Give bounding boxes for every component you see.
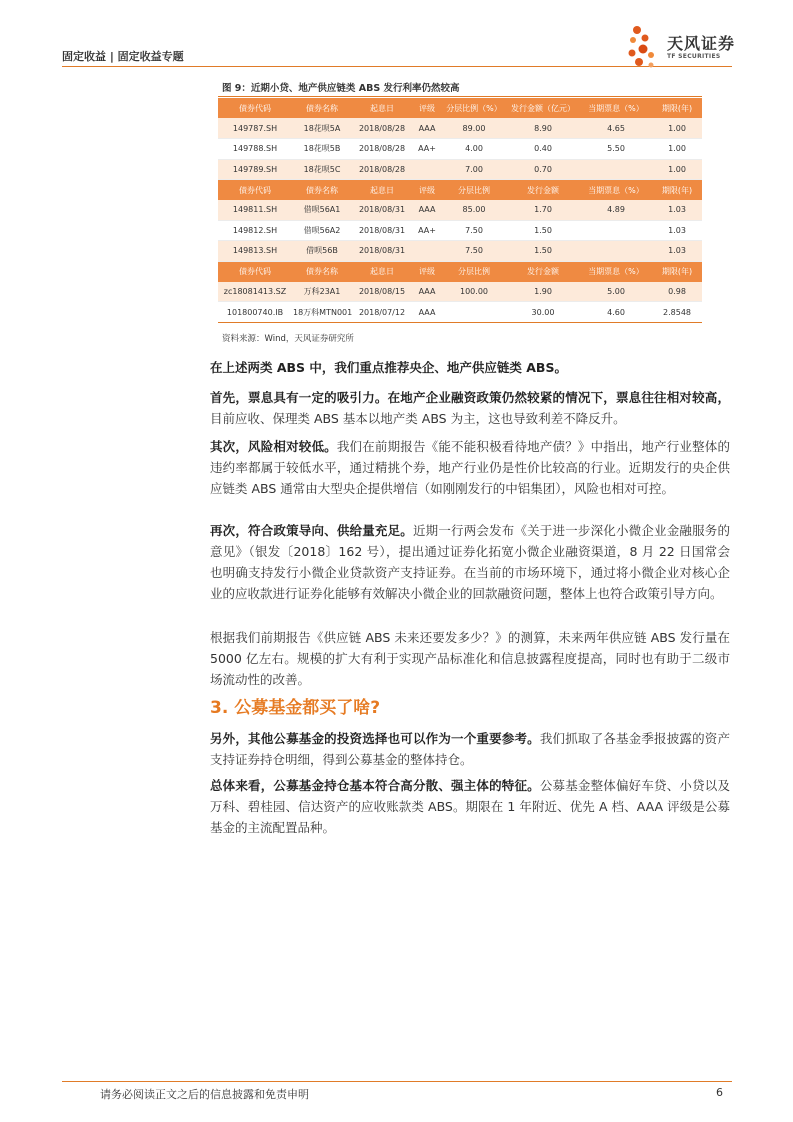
table-cell: 0.98 xyxy=(652,282,702,302)
table-cell: 149813.SH xyxy=(218,241,292,261)
table-cell: 7.50 xyxy=(442,241,506,261)
footer-divider xyxy=(62,1081,732,1082)
table-cell: 7.50 xyxy=(442,220,506,240)
table-cell xyxy=(442,302,506,322)
table-cell: 借呗56A1 xyxy=(292,200,352,220)
table-cell: 149811.SH xyxy=(218,200,292,220)
header-cell: 债券名称 xyxy=(292,98,352,118)
company-logo xyxy=(623,22,738,70)
header-cell: 评级 xyxy=(412,98,442,118)
table-cell: 30.00 xyxy=(506,302,580,322)
header-cell: 分层比例 xyxy=(442,261,506,281)
table-cell: 0.70 xyxy=(506,159,580,179)
table-row xyxy=(218,302,702,322)
table-cell xyxy=(580,159,652,179)
table-cell: 2018/08/28 xyxy=(352,118,412,138)
header-cell: 发行金额 xyxy=(506,180,580,200)
table-cell: 18万科MTN001 xyxy=(292,302,352,322)
header-cell: 起息日 xyxy=(352,180,412,200)
table-cell: 2018/08/31 xyxy=(352,220,412,240)
paragraph-fund-reference xyxy=(210,728,730,770)
header-cell: 债券代码 xyxy=(218,180,292,200)
header-cell: 债券名称 xyxy=(292,180,352,200)
paragraph-text: 我们抓取了各基金季报披露的资产支持证券持仓明细，得到公募基金的整体持仓。 xyxy=(210,731,730,767)
table-cell: 1.50 xyxy=(506,220,580,240)
table-row xyxy=(218,200,702,220)
table-cell: 1.03 xyxy=(652,220,702,240)
paragraph-bold-lead: 其次，风险相对较低。 xyxy=(210,439,337,454)
header-cell: 债券代码 xyxy=(218,98,292,118)
header-cell: 起息日 xyxy=(352,261,412,281)
table-cell xyxy=(412,241,442,261)
table-cell: 8.90 xyxy=(506,118,580,138)
table-cell: 100.00 xyxy=(442,282,506,302)
abs-issuance-table xyxy=(218,98,702,323)
paragraph-text: 根据我们前期报告《供应链 ABS 未来还要发多少？》的测算，未来两年供应链 ABS 发行量在 5000 亿左右。规模的扩大有利于实现产品标准化和信息披露程度提高，同时也有助于二级市场流动性的改善。 xyxy=(210,630,730,687)
page-header-title: 固定收益 | 固定收益专题 xyxy=(62,50,184,63)
table-row xyxy=(218,118,702,138)
header-cell: 当期票息（%） xyxy=(580,180,652,200)
paragraph-policy xyxy=(210,520,730,604)
paragraph-supply-forecast xyxy=(210,627,730,690)
paragraph-recommendation xyxy=(210,357,730,378)
header-cell: 当期票息（%） xyxy=(580,261,652,281)
paragraph-text: 我们在前期报告《能不能积极看待地产债？》中指出，地产行业整体的违约率都属于较低水平，通过精挑个券，地产行业仍是性价比较高的行业。近期发行的央企供应链类 ABS 通常由大型央企提供增信（如刚刚发行的中铝集团），风险也相对可控。 xyxy=(210,439,730,496)
header-cell: 当期票息（%） xyxy=(580,98,652,118)
figure-title: 图 9：近期小贷、地产供应链类 ABS 发行利率仍然较高 xyxy=(222,83,460,94)
table-cell: 2018/07/12 xyxy=(352,302,412,322)
table-cell: 1.50 xyxy=(506,241,580,261)
table-row xyxy=(218,241,702,261)
table-cell: 18花呗5A xyxy=(292,118,352,138)
figure-source: 资料来源：Wind，天风证券研究所 xyxy=(222,334,354,344)
paragraph-bold-lead: 另外，其他公募基金的投资选择也可以作为一个重要参考。 xyxy=(210,731,540,746)
table-cell: 18花呗5C xyxy=(292,159,352,179)
table-cell: 1.00 xyxy=(652,159,702,179)
table-cell: 18花呗5B xyxy=(292,139,352,159)
table-cell: 4.89 xyxy=(580,200,652,220)
header-cell: 分层比例（%） xyxy=(442,98,506,118)
header-cell: 发行金额 xyxy=(506,261,580,281)
table-cell xyxy=(412,159,442,179)
table-cell: 2018/08/15 xyxy=(352,282,412,302)
table-row xyxy=(218,220,702,240)
table-cell: 89.00 xyxy=(442,118,506,138)
table-header-row xyxy=(218,98,702,118)
table-row xyxy=(218,139,702,159)
table-cell: 5.50 xyxy=(580,139,652,159)
table-cell: 4.00 xyxy=(442,139,506,159)
paragraph-bold-lead: 在上述两类 ABS 中，我们重点推荐央企、地产供应链类 ABS。 xyxy=(210,360,567,375)
header-cell: 债券名称 xyxy=(292,261,352,281)
table-cell: 2018/08/31 xyxy=(352,200,412,220)
table-row xyxy=(218,282,702,302)
table-cell: 101800740.IB xyxy=(218,302,292,322)
table-cell: 149812.SH xyxy=(218,220,292,240)
table-cell: 万科23A1 xyxy=(292,282,352,302)
table-header-row xyxy=(218,180,702,200)
section-title: 3. 公募基金都买了啥? xyxy=(210,698,381,718)
table-cell: AA+ xyxy=(412,139,442,159)
table-cell: 5.00 xyxy=(580,282,652,302)
table-cell: zc18081413.SZ xyxy=(218,282,292,302)
logo-company-subtitle: TF SECURITIES xyxy=(667,53,721,60)
page-number: 6 xyxy=(716,1086,723,1099)
table-cell xyxy=(580,241,652,261)
paragraph-bold-lead: 首先，票息具有一定的吸引力。在地产企业融资政策仍然较紧的情况下，票息往往相对较高， xyxy=(210,390,730,405)
table-header-row xyxy=(218,261,702,281)
table-cell: 借呗56A2 xyxy=(292,220,352,240)
table-cell: 1.03 xyxy=(652,200,702,220)
table-cell: 1.90 xyxy=(506,282,580,302)
table-cell: 2018/08/28 xyxy=(352,139,412,159)
header-cell: 期限(年) xyxy=(652,180,702,200)
paragraph-coupon xyxy=(210,387,730,429)
header-cell: 债券代码 xyxy=(218,261,292,281)
table-cell: 2018/08/31 xyxy=(352,241,412,261)
header-cell: 评级 xyxy=(412,261,442,281)
table-cell xyxy=(580,220,652,240)
paragraph-text: 近期一行两会发布《关于进一步深化小微企业金融服务的意见》（银发〔2018〕162 号），提出通过证券化拓宽小微企业融资渠道，8 月 22 日国常会也明确支持发行小微企业贷款资产支持证券。在当前的市场环境下，通过将小微企业对核心企业的应收款进行证券化能够有效解决小微企业的回款融资问题，整体上也符合政策引导方向。 xyxy=(210,523,730,601)
header-cell: 期限(年) xyxy=(652,261,702,281)
table-cell: 4.60 xyxy=(580,302,652,322)
table-cell: 0.40 xyxy=(506,139,580,159)
header-cell: 期限(年) xyxy=(652,98,702,118)
header-cell: 起息日 xyxy=(352,98,412,118)
header-cell: 分层比例 xyxy=(442,180,506,200)
table-cell: 149788.SH xyxy=(218,139,292,159)
table-cell: 2018/08/28 xyxy=(352,159,412,179)
figure-top-divider xyxy=(218,96,702,97)
table-cell: 1.00 xyxy=(652,139,702,159)
paragraph-fund-holdings xyxy=(210,775,730,838)
table-cell: AA+ xyxy=(412,220,442,240)
paragraph-bold-lead: 总体来看，公募基金持仓基本符合高分散、强主体的特征。 xyxy=(210,778,540,793)
paragraph-text: 目前应收、保理类 ABS 基本以地产类 ABS 为主，这也导致利差不降反升。 xyxy=(210,411,626,426)
table-cell: AAA xyxy=(412,302,442,322)
footer-disclaimer: 请务必阅读正文之后的信息披露和免责申明 xyxy=(100,1088,309,1101)
table-cell: 1.00 xyxy=(652,118,702,138)
table-cell: 2.8548 xyxy=(652,302,702,322)
table-cell: AAA xyxy=(412,200,442,220)
header-cell: 发行金额（亿元） xyxy=(506,98,580,118)
flower-logo-icon xyxy=(623,22,665,70)
paragraph-risk xyxy=(210,436,730,499)
table-cell: 1.03 xyxy=(652,241,702,261)
table-cell: AAA xyxy=(412,118,442,138)
table-cell: 149789.SH xyxy=(218,159,292,179)
logo-company-name: 天风证券 xyxy=(667,34,736,53)
table-cell: 借呗56B xyxy=(292,241,352,261)
table-cell: AAA xyxy=(412,282,442,302)
header-cell: 评级 xyxy=(412,180,442,200)
paragraph-text: 公募基金整体偏好车贷、小贷以及万科、碧桂园、信达资产的应收账款类 ABS。期限在 1 年附近、优先 A 档、AAA 评级是公募基金的主流配置品种。 xyxy=(210,778,730,835)
table-cell: 1.70 xyxy=(506,200,580,220)
table-cell: 7.00 xyxy=(442,159,506,179)
table-cell: 4.65 xyxy=(580,118,652,138)
paragraph-bold-lead: 再次，符合政策导向、供给量充足。 xyxy=(210,523,413,538)
table-row xyxy=(218,159,702,179)
table-cell: 85.00 xyxy=(442,200,506,220)
table-cell: 149787.SH xyxy=(218,118,292,138)
